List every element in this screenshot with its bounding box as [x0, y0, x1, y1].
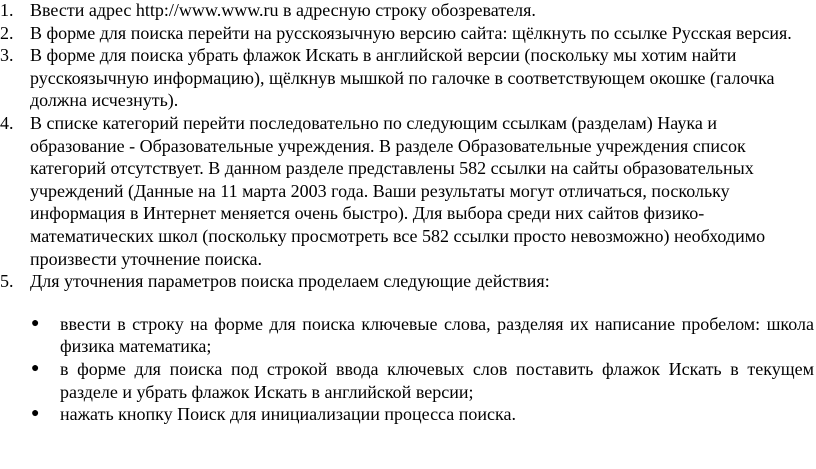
action-text: ввести в строку на форме для поиска ключевые слова, разделяя их написание пробелом: школа физика математика; [60, 313, 814, 357]
step-text: В форме для поиска перейти на русскоязычную версию сайта: щёлкнуть по ссылке Русская версия. [30, 22, 792, 43]
bulleted-actions-list [0, 313, 816, 426]
step-item [0, 22, 816, 45]
step-text: Для уточнения параметров поиска проделаем следующие действия: [30, 271, 550, 292]
step-text: В списке категорий перейти последовательно по следующим ссылкам (разделам) Наука и образование - Образовательные учреждения. В разделе Образовательные учреждения список категорий отсутствует. В данном разделе представлены 582 ссылки на сайты образовательных учреждений (Данные на 11 марта 2003 года. Ваши результаты могут отличаться, поскольку информация в Интернет меняется очень быстро). Для выбора среди них сайтов физико-математических школ (поскольку просмотреть все 582 ссылки просто невозможно) необходимо произвести уточнение поиска. [30, 112, 766, 269]
step-item [0, 270, 816, 293]
step-text: Ввести адрес http://www.www.ru в адресную строку обозревателя. [30, 0, 536, 20]
step-number: 5. [0, 271, 14, 292]
step-number: 4. [0, 112, 14, 133]
step-number: 3. [0, 45, 14, 66]
step-number: 2. [0, 22, 14, 43]
step-number: 1. [0, 0, 14, 20]
step-item [0, 0, 816, 22]
bullet-icon: ● [31, 315, 40, 331]
action-text: нажать кнопку Поиск для инициализации процесса поиска. [60, 404, 516, 425]
action-text: в форме для поиска под строкой ввода ключевых слов поставить флажок Искать в текущем разделе и убрать флажок Искать в английской версии; [60, 358, 814, 402]
action-item [0, 313, 816, 358]
bullet-icon: ● [31, 360, 40, 376]
bullet-icon: ● [31, 406, 40, 422]
action-item [0, 403, 816, 426]
step-item [0, 112, 816, 270]
step-item [0, 44, 816, 112]
action-item [0, 358, 816, 403]
step-text: В форме для поиска убрать флажок Искать в английской версии (поскольку мы хотим найти русскоязычную информацию), щёлкнув мышкой по галочке в соответствующем окошке (галочка должна исчезнуть). [30, 45, 775, 111]
